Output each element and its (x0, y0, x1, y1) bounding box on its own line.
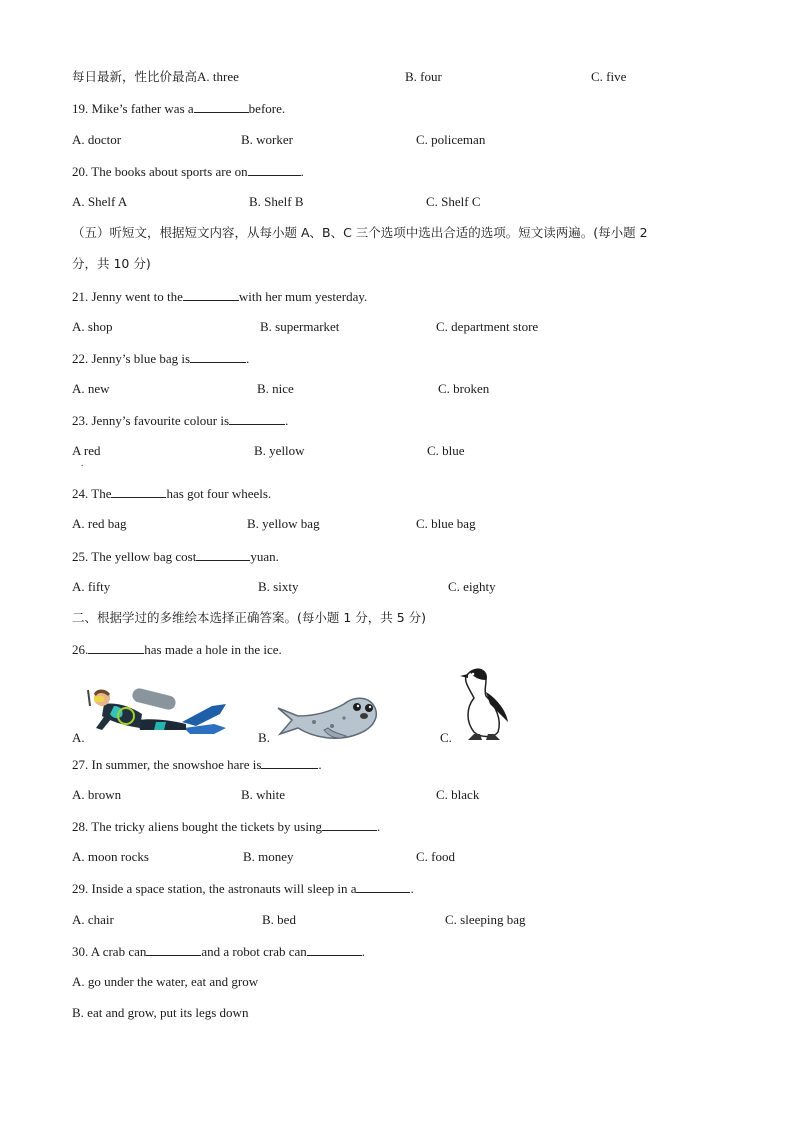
q21-option-c: C. department store (436, 319, 539, 334)
q18-lead-text: 每日最新，性比价最高 (72, 69, 198, 84)
q24-stem-start: 24. The (72, 486, 112, 501)
question-28 (72, 818, 380, 835)
q26-option-a: A. (72, 730, 85, 745)
q18-option-c: C. five (591, 69, 627, 84)
section-five-heading-line1: （五）听短文，根据短文内容，从每小题 A、B、C 三个选项中选出合适的选项。短文读两遍。(每小题 2 (72, 225, 648, 240)
q28-option-c: C. food (416, 849, 455, 864)
q20-option-b: B. Shelf B (249, 194, 304, 209)
q30-option-a: A. go under the water, eat and grow (72, 974, 259, 989)
answer-blank (229, 412, 285, 425)
q23-option-b: B. yellow (254, 443, 305, 458)
q30-option-b: B. eat and grow, put its legs down (72, 1005, 249, 1020)
q18-option-b: B. four (405, 69, 442, 84)
answer-blank (307, 943, 362, 956)
answer-blank (146, 943, 201, 956)
option-dot-mark: . (81, 458, 84, 468)
q27-option-b: B. white (241, 787, 286, 802)
q27-option-c: C. black (436, 787, 480, 802)
q21-option-b: B. supermarket (260, 319, 340, 334)
answer-blank (322, 818, 377, 831)
q29-stem-end: . (410, 881, 414, 896)
q25-stem-start: 25. The yellow bag cost (72, 549, 197, 564)
q27-option-a: A. brown (72, 787, 122, 802)
q19-option-c: C. policeman (416, 132, 486, 147)
q29-option-b: B. bed (262, 912, 296, 927)
q19-stem-start: 19. Mike’s father was a (72, 101, 194, 116)
q21-option-a: A. shop (72, 319, 113, 334)
q22-option-b: B. nice (257, 381, 294, 396)
q24-option-b: B. yellow bag (247, 516, 320, 531)
q26-option-b: B. (258, 730, 270, 745)
scuba-diver-picture (86, 684, 228, 742)
q18-options-row (72, 69, 239, 85)
question-22 (72, 350, 249, 367)
q26-stem-start: 26. (72, 642, 89, 657)
q29-option-a: A. chair (72, 912, 114, 927)
question-26 (72, 641, 282, 658)
seal-picture (274, 690, 382, 744)
q20-option-a: A. Shelf A (72, 194, 128, 209)
q26-stem-end: has made a hole in the ice. (144, 642, 282, 657)
answer-blank (261, 756, 318, 769)
q30-stem-start: 30. A crab can (72, 944, 147, 959)
section-five-heading-line2: 分，共 10 分) (72, 256, 151, 271)
question-30 (72, 943, 365, 960)
q20-stem-start: 20. The books about sports are on (72, 164, 248, 179)
answer-blank (88, 641, 144, 654)
q25-option-b: B. sixty (258, 579, 299, 594)
q25-option-a: A. fifty (72, 579, 111, 594)
q22-option-a: A. new (72, 381, 110, 396)
q23-stem-end: . (285, 413, 289, 428)
answer-blank (190, 350, 246, 363)
q22-stem-start: 22. Jenny’s blue bag is (72, 351, 191, 366)
answer-blank (356, 880, 410, 893)
question-29 (72, 880, 414, 897)
answer-blank (111, 485, 166, 498)
q21-stem-end: with her mum yesterday. (238, 289, 368, 304)
q26-option-c: C. (440, 730, 452, 745)
q30-stem-end: . (361, 944, 366, 959)
question-23 (72, 412, 288, 429)
answer-blank (183, 288, 239, 301)
q24-stem-end: has got four wheels. (166, 486, 272, 501)
q28-option-b: B. money (243, 849, 294, 864)
q29-stem-start: 29. Inside a space station, the astronauts will sleep in a (72, 881, 357, 896)
penguin-picture (456, 666, 516, 744)
q30-stem-middle: and a robot crab can (201, 944, 307, 959)
q21-stem-start: 21. Jenny went to the (72, 289, 183, 304)
q19-stem-end: before. (248, 101, 286, 116)
q23-option-a: A red (72, 443, 101, 458)
question-27 (72, 756, 322, 773)
answer-blank (196, 548, 250, 561)
q20-stem-end: . (300, 164, 304, 179)
question-25 (72, 548, 279, 565)
q27-stem-start: 27. In summer, the snowshoe hare is (72, 757, 262, 772)
q24-option-a: A. red bag (72, 516, 127, 531)
q27-stem-end: . (318, 757, 322, 772)
q25-option-c: C. eighty (448, 579, 496, 594)
q19-option-b: B. worker (241, 132, 293, 147)
answer-blank (248, 163, 301, 176)
q28-option-a: A. moon rocks (72, 849, 149, 864)
q28-stem-start: 28. The tricky aliens bought the tickets by using (72, 819, 322, 834)
q23-stem-start: 23. Jenny’s favourite colour is (72, 413, 230, 428)
q18-option-a: A. three (197, 69, 239, 84)
q23-option-c: C. blue (427, 443, 465, 458)
q28-stem-end: . (376, 819, 381, 834)
q19-option-a: A. doctor (72, 132, 122, 147)
q22-stem-end: . (246, 351, 250, 366)
q20-option-c: C. Shelf C (426, 194, 481, 209)
q24-option-c: C. blue bag (416, 516, 476, 531)
q22-option-c: C. broken (438, 381, 490, 396)
section-two-heading: 二、根据学过的多维绘本选择正确答案。(每小题 1 分，共 5 分) (72, 610, 427, 625)
question-20 (72, 163, 304, 180)
question-24 (72, 485, 271, 502)
q29-option-c: C. sleeping bag (445, 912, 526, 927)
question-21 (72, 288, 367, 305)
question-19 (72, 100, 285, 117)
q25-stem-end: yuan. (250, 549, 279, 564)
answer-blank (194, 100, 249, 113)
